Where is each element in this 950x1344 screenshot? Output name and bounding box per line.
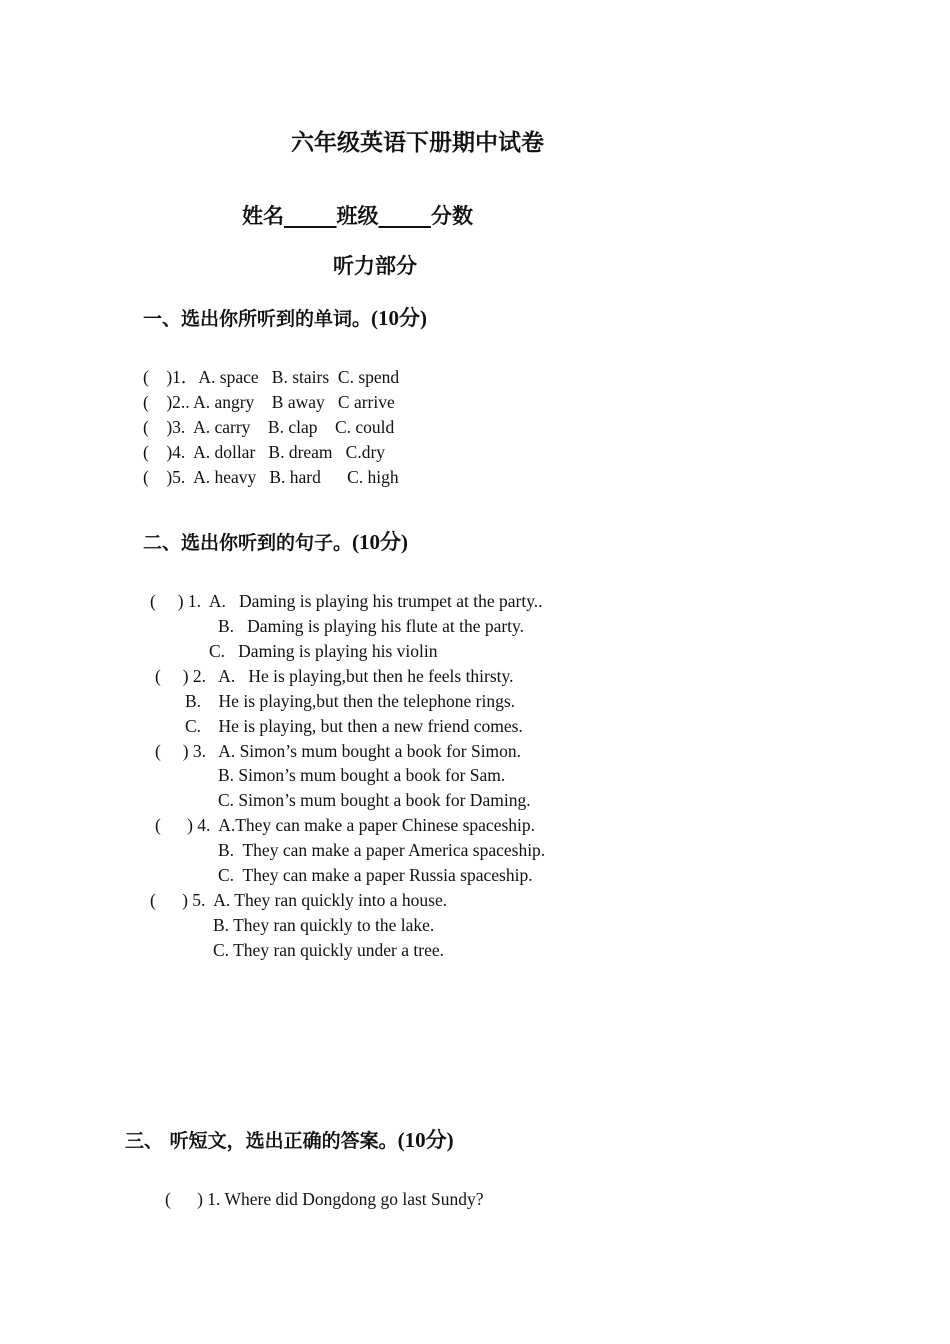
section3-points: (10分) [397, 1128, 454, 1152]
section2-heading-text: 二、选出你听到的句子。 [143, 532, 353, 554]
section2-q4-b: B. They can make a paper America spaceship. [218, 840, 546, 860]
section2-q1-a: ( ) 1. A. Daming is playing his trumpet at the party.. [150, 591, 543, 611]
section2-q2-a: ( ) 2. A. He is playing,but then he feels thirsty. [155, 666, 514, 686]
section2-q4-c: C. They can make a paper Russia spaceship. [218, 865, 533, 885]
listening-section-label: 听力部分 [333, 254, 417, 278]
section1-item-4: ( )4. A. dollar B. dream C.dry [143, 442, 386, 462]
section2-q1-c: C. Daming is playing his violin [209, 641, 438, 661]
section2-points: (10分) [352, 530, 409, 554]
section2-q4-a: ( ) 4. A.They can make a paper Chinese spaceship. [155, 815, 536, 835]
section2-q5-a: ( ) 5. A. They ran quickly into a house. [150, 890, 448, 910]
section2-q3-a: ( ) 3. A. Simon’s mum bought a book for Simon. [155, 741, 522, 761]
section3-heading [125, 1124, 454, 1154]
section2-heading [143, 526, 408, 556]
section2-q2-b: B. He is playing,but then the telephone rings. [185, 691, 516, 711]
section2-q5-b: B. They ran quickly to the lake. [213, 915, 435, 935]
section2-q5-c: C. They ran quickly under a tree. [213, 940, 444, 960]
section1-item-5: ( )5. A. heavy B. hard C. high [143, 467, 399, 487]
exam-title: 六年级英语下册期中试卷 [291, 130, 544, 156]
section1-heading [143, 302, 427, 332]
section3-q1: ( ) 1. Where did Dongdong go last Sundy? [165, 1189, 484, 1209]
section1-item-1: ( )1．A. space B. stairs C. spend [143, 367, 400, 387]
section2-q3-b: B. Simon’s mum bought a book for Sam. [218, 765, 506, 785]
section1-points: (10分) [371, 306, 428, 330]
section1-item-2: ( )2.. A. angry B away C arrive [143, 392, 395, 412]
section2-q1-b: B. Daming is playing his flute at the party. [218, 616, 525, 636]
section1-item-3: ( )3. A. carry B. clap C. could [143, 417, 395, 437]
section2-q3-c: C. Simon’s mum bought a book for Daming. [218, 790, 531, 810]
student-info-line: 姓名_____班级_____分数 [242, 204, 473, 228]
section1-heading-text: 一、选出你所听到的单词。 [143, 308, 372, 330]
section3-heading-text: 三、 听短文，选出正确的答案。 [125, 1130, 398, 1152]
section2-q2-c: C. He is playing, but then a new friend comes. [185, 716, 523, 736]
